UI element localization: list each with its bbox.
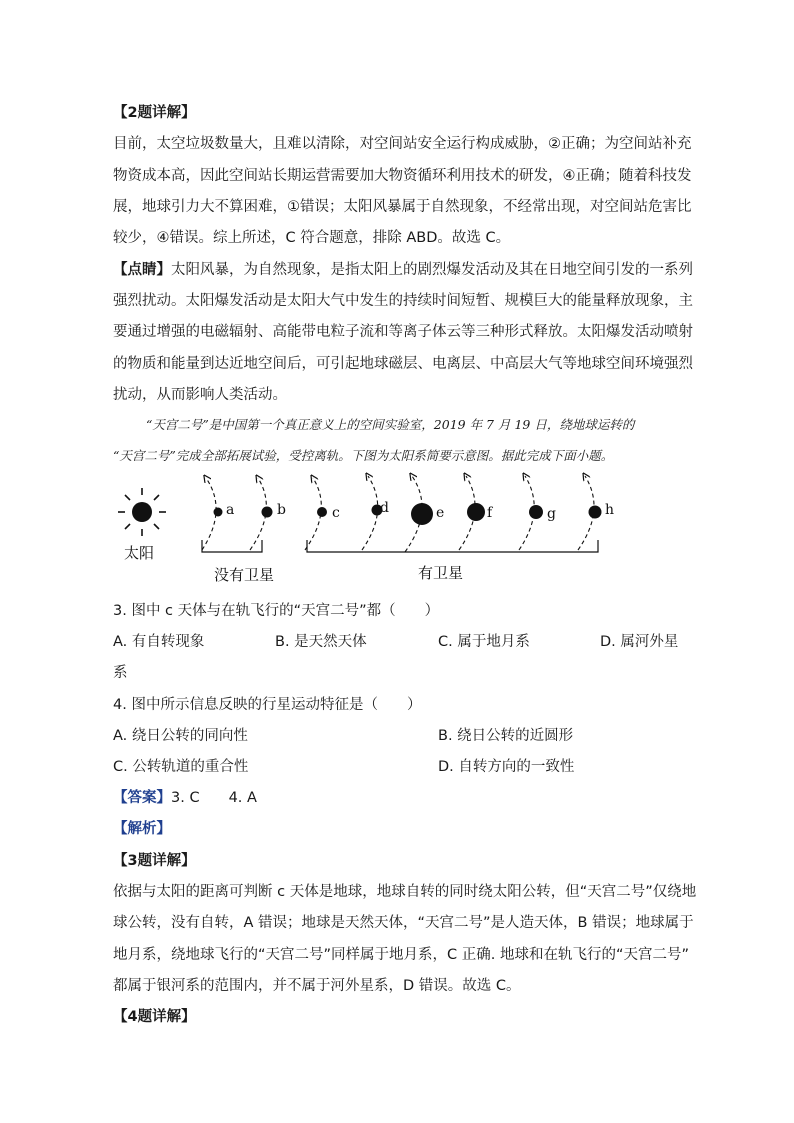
q3-option-c[interactable]: C. 属于地月系 — [438, 634, 530, 650]
q3-option-a[interactable]: A. 有自转现象 — [113, 634, 205, 650]
sun-icon — [118, 488, 166, 536]
planet-label-d: d — [380, 500, 389, 516]
planet-label-g: g — [547, 506, 556, 522]
tip-header: 【点睛】 — [113, 262, 171, 278]
solar-system-diagram — [110, 470, 670, 590]
answer-text: 3. C 4. A — [171, 790, 257, 806]
explain2-line: 较少，④错误。综上所述，C 符合题意，排除 ABD。故选 C。 — [113, 230, 511, 246]
planet-label-a: a — [226, 502, 235, 518]
planet-h — [589, 506, 602, 519]
tip-line: 太阳风暴，为自然现象，是指太阳上的剧烈爆发活动及其在日地空间引发的一系列 — [171, 262, 693, 278]
sun-label: 太阳 — [124, 544, 155, 562]
q3-option-d-wrap: 系 — [113, 665, 128, 681]
explain2-line: 物资成本高，因此空间站长期运营需要加大物资循环利用技术的研发，④正确；随着科技发 — [113, 168, 692, 184]
planet-c — [317, 507, 327, 517]
q4-option-a[interactable]: A. 绕日公转的同向性 — [113, 728, 248, 744]
explain3-line: 地月系，绕地球飞行的“天宫二号”同样属于地月系，C 正确. 地球和在轨飞行的“天宫二号” — [113, 947, 689, 963]
explain2-line: 目前，太空垃圾数量大，且难以清除，对空间站安全运行构成威胁，②正确；为空间站补充 — [113, 136, 692, 152]
planet-label-e: e — [436, 505, 445, 521]
tip-line: 扰动，从而影响人类活动。 — [113, 387, 287, 403]
planet-label-b: b — [277, 502, 286, 518]
explain3-line: 球公转，没有自转，A 错误；地球是天然天体，“天宫二号”是人造天体，B 错误；地球属于 — [113, 915, 694, 931]
planet-label-c: c — [332, 505, 340, 521]
planet-b — [262, 507, 273, 518]
answer-line — [113, 788, 257, 808]
analysis-label: 【解析】 — [113, 821, 171, 837]
q3-option-b[interactable]: B. 是天然天体 — [275, 634, 367, 650]
q4-option-b[interactable]: B. 绕日公转的近圆形 — [438, 728, 574, 744]
q4-option-d[interactable]: D. 自转方向的一致性 — [438, 759, 575, 775]
bracket-no-satellite — [202, 540, 262, 552]
group-has-satellite: 有卫星 — [418, 564, 464, 582]
q3-stem: 3. 图中 c 天体与在轨飞行的“天宫二号”都（ ） — [113, 603, 440, 619]
answer-label: 【答案】 — [113, 790, 171, 806]
explain3-header: 【3题详解】 — [113, 853, 196, 869]
group-no-satellite: 没有卫星 — [214, 566, 275, 584]
planet-f — [467, 503, 485, 521]
explain2-header: 【2题详解】 — [113, 105, 196, 121]
tip-line: 强烈扰动。太阳爆发活动是太阳大气中发生的持续时间短暂、规模巨大的能量释放现象，主 — [113, 293, 693, 309]
q3-option-d[interactable]: D. 属河外星 — [600, 634, 679, 650]
explain3-line: 都属于银河系的范围内，并不属于河外星系，D 错误。故选 C。 — [113, 978, 521, 994]
explain3-line: 依据与太阳的距离可判断 c 天体是地球，地球自转的同时绕太阳公转，但“天宫二号”仅绕地 — [113, 884, 697, 900]
explain4-header: 【4题详解】 — [113, 1009, 196, 1025]
q4-stem: 4. 图中所示信息反映的行星运动特征是（ ） — [113, 697, 422, 713]
tip-first-line — [113, 260, 693, 280]
planet-g — [529, 505, 543, 519]
explain2-line: 展，地球引力大不算困难，①错误；太阳风暴属于自然现象，不经常出现，对空间站危害比 — [113, 199, 692, 215]
tip-line: 的物质和能量到达近地空间后，可引起地球磁层、电离层、中高层大气等地球空间环境强烈 — [113, 356, 693, 372]
bracket-has-satellite — [307, 540, 598, 552]
planet-label-h: h — [605, 502, 615, 518]
planet-label-f: f — [487, 505, 493, 521]
planet-e — [411, 503, 433, 525]
planet-a — [214, 508, 223, 517]
q4-option-c[interactable]: C. 公转轨道的重合性 — [113, 759, 249, 775]
intro-line: “天宫二号”是中国第一个真正意义上的空间实验室，2019 年 7 月 19 日，绕地球运转的 — [146, 417, 635, 432]
tip-line: 要通过增强的电磁辐射、高能带电粒子流和等离子体云等三种形式释放。太阳爆发活动喷射 — [113, 324, 693, 340]
intro-line: “天宫二号”完成全部拓展试验，受控离轨。下图为太阳系简要示意图。据此完成下面小题。 — [113, 448, 614, 463]
